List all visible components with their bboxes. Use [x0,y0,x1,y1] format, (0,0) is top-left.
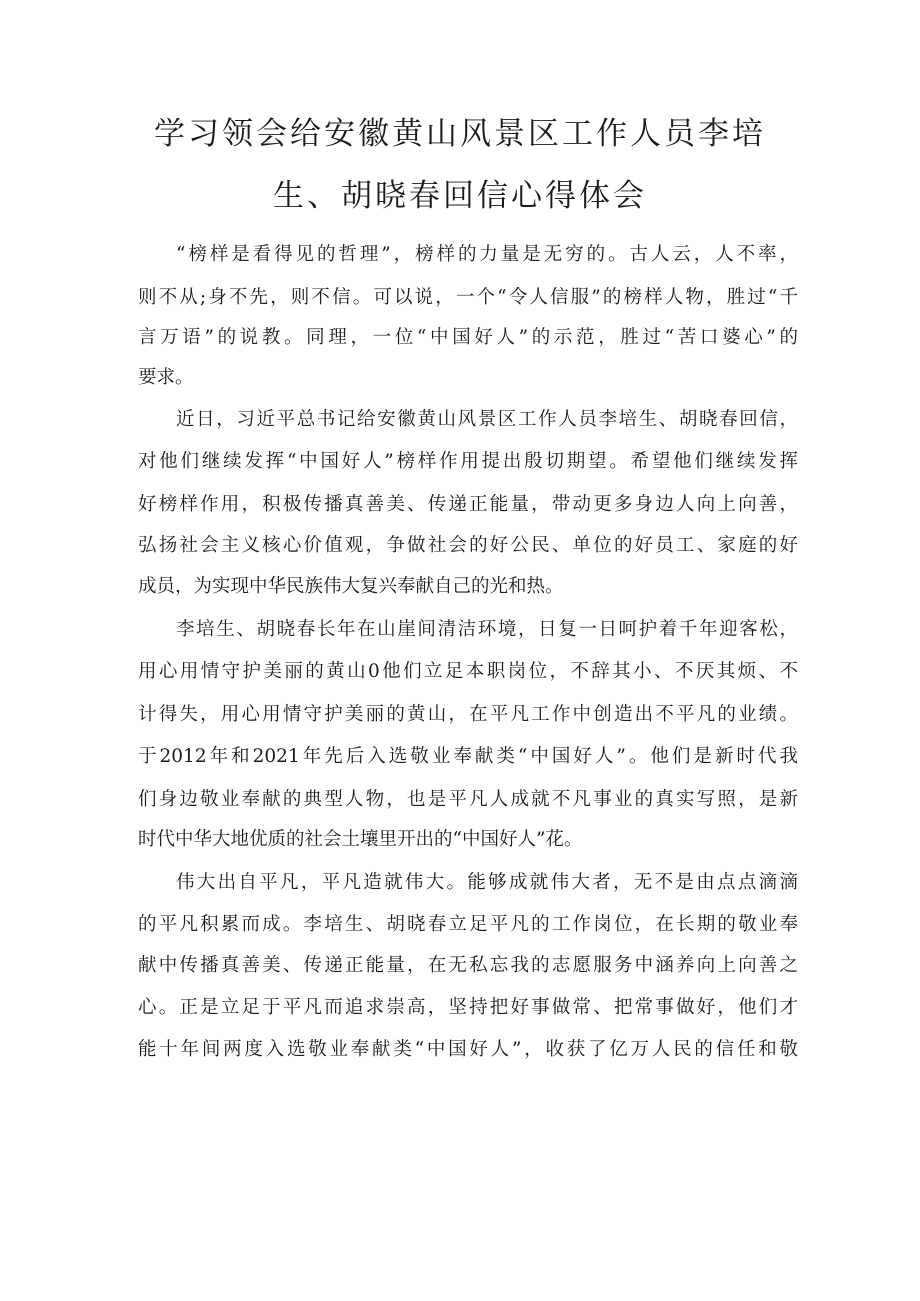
paragraph-1-line: “榜样是看得见的哲理”，榜样的力量是无穷的。古人云，人不率， [176,244,798,265]
paragraph-2-line: 近日，习近平总书记给安徽黄山风景区工作人员李培生、胡晓春回信， [176,409,798,430]
paragraph-1-line: 要求。 [138,367,194,388]
document-title-line-2: 生、胡晓春回信心得体会 [273,178,647,214]
paragraph-2-line: 成员，为实现中华民族伟大复兴奉献自己的光和热。 [138,576,564,597]
document-title-line-1: 学习领会给安徽黄山风景区工作人员李培 [154,116,766,152]
paragraph-3-line: 计得失，用心用情守护美丽的黄山，在平凡工作中创造出不平凡的业绩。 [138,704,798,725]
paragraph-3-line: 用心用情守护美丽的黄山0他们立足本职岗位，不辞其小、不厌其烦、不 [138,661,798,682]
paragraph-4-line: 伟大出自平凡，平凡造就伟大。能够成就伟大者，无不是由点点滴滴 [176,872,798,893]
paragraph-3-line: 们身边敬业奉献的典型人物，也是平凡人成就不凡事业的真实写照，是新 [138,789,798,810]
paragraph-2-line: 弘扬社会主义核心价值观，争做社会的好公民、单位的好员工、家庭的好 [138,535,798,556]
paragraph-2-line: 对他们继续发挥“中国好人”榜样作用提出殷切期望。希望他们继续发挥 [138,451,798,472]
paragraph-1-line: 言万语”的说教。同理，一位“中国好人”的示范，胜过“苦口婆心”的 [138,327,798,348]
paragraph-4-line: 心。正是立足于平凡而追求崇高，坚持把好事做常、把常事做好，他们才 [138,997,798,1018]
paragraph-4-line: 能十年间两度入选敬业奉献类“中国好人”，收获了亿万人民的信任和敬 [138,1039,798,1060]
paragraph-4-line: 的平凡积累而成。李培生、胡晓春立足平凡的工作岗位，在长期的敬业奉 [138,914,798,935]
paragraph-1-line: 则不从;身不先，则不信。可以说，一个“令人信服”的榜样人物，胜过“千 [138,287,798,308]
paragraph-3-line: 于2012年和2021年先后入选敬业奉献类“中国好人”。他们是新时代我 [138,746,798,767]
paragraph-3-line: 时代中华大地优质的社会土壤里开出的“中国好人”花。 [138,829,583,850]
paragraph-3-line: 李培生、胡晓春长年在山崖间清洁环境，日复一日呵护着千年迎客松， [176,619,798,640]
paragraph-2-line: 好榜样作用，积极传播真善美、传递正能量，带动更多身边人向上向善， [138,494,798,515]
paragraph-4-line: 献中传播真善美、传递正能量，在无私忘我的志愿服务中涵养向上向善之 [138,955,798,976]
